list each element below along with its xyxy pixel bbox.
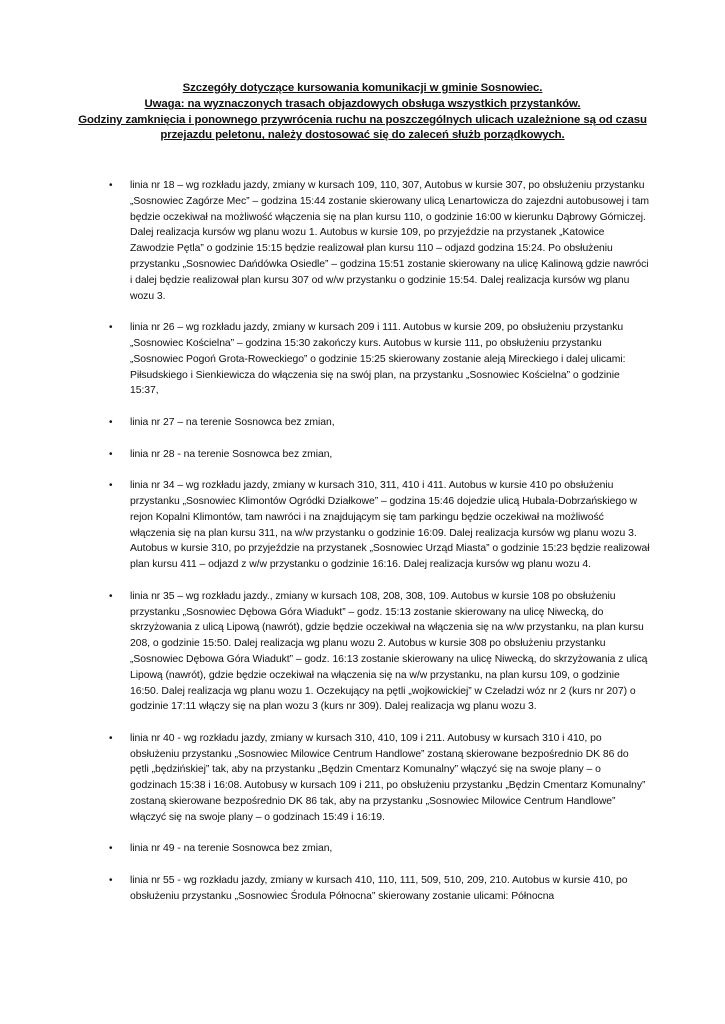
document-header bbox=[40, 81, 685, 144]
header-notice: Uwaga: na wyznaczonych trasach objazdowych obsługa wszystkich przystanków. bbox=[144, 97, 581, 110]
list-item-text: linia nr 28 - na terenie Sosnowca bez zmian, bbox=[130, 448, 333, 460]
list-item-text: linia nr 49 - na terenie Sosnowca bez zmian, bbox=[130, 843, 333, 855]
bus-line-list bbox=[0, 178, 725, 920]
list-item-line-28 bbox=[109, 447, 650, 463]
list-item-line-26 bbox=[109, 320, 650, 399]
bullet-icon: • bbox=[109, 590, 113, 602]
bullet-icon: • bbox=[109, 875, 113, 887]
list-item-line-55 bbox=[109, 873, 650, 905]
bullet-icon: • bbox=[109, 448, 113, 460]
header-detail-line-2: przejazdu peletonu, należy dostosować się do zaleceń służb porządkowych. bbox=[160, 129, 565, 142]
bullet-icon: • bbox=[109, 322, 113, 334]
list-item-line-49 bbox=[109, 841, 650, 857]
bullet-icon: • bbox=[109, 480, 113, 492]
bullet-icon: • bbox=[109, 180, 113, 191]
bullet-icon: • bbox=[109, 732, 113, 744]
list-item-line-27 bbox=[109, 415, 650, 431]
list-item-line-18 bbox=[109, 178, 650, 304]
list-item-text: linia nr 55 - wg rozkładu jazdy, zmiany w kursach 410, 110, 111, 509, 510, 209, 210. Autobus w kursie 410, po obsłużeniu przystanku „Sosnowiec Środula Północna” skierowany zostanie ulicami: Północna bbox=[130, 875, 628, 902]
list-item-text: linia nr 18 – wg rozkładu jazdy, zmiany w kursach 109, 110, 307, Autobus w kursie 307, po obsłużeniu przystanku „Sosnowiec Zagórze Mec” – godzina 15:44 zostanie skierowany ulicą Lenartowicza do zajezdni autobusowej i tam będzie oczekiwał na możliwość włączenia się na plan kursu 110, o godzinie 16:00 w kierunku Dąbrowy Górniczej. Dalej realizacja kursów wg planu wozu 1. Autobus w kursie 109, po przyjeździe na przystanek „Katowice Zawodzie Pętla” o godzinie 15:15 będzie realizował plan kursu 110 – odjazd godzina 15:24. Po obsłużeniu przystanku „Sosnowiec Dańdówka Osiedle” – godzina 15:51 zostanie skierowany na ulicę Kalinową gdzie nawróci i dalej będzie realizował plan kursu 307 od w/w przystanku o godzinie 15:54. Dalej realizacja kursów wg planu wozu 3. bbox=[130, 180, 650, 302]
list-item-text: linia nr 27 – na terenie Sosnowca bez zmian, bbox=[130, 416, 335, 428]
list-item-line-40 bbox=[109, 731, 650, 826]
list-item-text: linia nr 40 - wg rozkładu jazdy, zmiany w kursach 310, 410, 109 i 211. Autobusy w kursach 310 i 410, po obsłużeniu przystanku „Sosnowiec Milowice Centrum Handlowe” zostaną skierowane bezpośrednio DK 86 do pętli „będzińskiej” tak, aby na przystanku „Będzin Cmentarz Komunalny” włączyć się na swoje plany – o godzinach 15:38 i 16:08. Autobusy w kursach 109 i 211, po obsłużeniu przystanku „Będzin Cmentarz Komunalny” zostaną skierowane bezpośrednio DK 86 tak, aby na przystanku „Sosnowiec Milowice Centrum Handlowe” włączyć się na swoje plany – o godzinach 15:49 i 16:19. bbox=[130, 732, 646, 823]
bullet-icon: • bbox=[109, 416, 113, 428]
list-item-text: linia nr 26 – wg rozkładu jazdy, zmiany w kursach 209 i 111. Autobus w kursie 209, po obsłużeniu przystanku „Sosnowiec Kościelna” – godzina 15:30 zakończy kurs. Autobus w kursie 111, po obsłużeniu przystanku „Sosnowiec Pogoń Grota-Roweckiego” o godzinie 15:25 skierowany zostanie aleją Mireckiego i dalej ulicami: Piłsudskiego i Sienkiewicza do włączenia się na swój plan, na przystanku „Sosnowiec Kościelna” o godzinie 15:37, bbox=[130, 322, 626, 397]
list-item-text: linia nr 35 – wg rozkładu jazdy., zmiany w kursach 108, 208, 308, 109. Autobus w kursie 108 po obsłużeniu przystanku „Sosnowiec Dębowa Góra Wiadukt” – godz. 15:13 zostanie skierowany na ulicę Niwecką, do skrzyżowania z ulicą Lipową (nawrót), gdzie będzie oczekiwał na włączenia się na w/w przystanku, na plan kursu 208, o godzinie 15:50. Dalej realizacja wg planu wozu 2. Autobus w kursie 308 po obsłużeniu przystanku „Sosnowiec Dębowa Góra Wiadukt” – godz. 16:13 zostanie skierowany na ulicę Niwecką, do skrzyżowania z ulicą Lipową (nawrót), gdzie będzie oczekiwał na włączenia się na w/w przystanku, na plan kursu 109, o godzinie 16:50. Dalej realizacja wg planu wozu 1. Oczekujący na pętli „wojkowickiej” w Czeladzi wóz nr 2 (kurs nr 207) o godzinie 17:11 włączy się na plan wozu 3 (kurs nr 309). Dalej realizacja wg planu wozu 3. bbox=[130, 590, 648, 713]
bullet-icon: • bbox=[109, 843, 113, 855]
header-title: Szczegóły dotyczące kursowania komunikacji w gminie Sosnowiec. bbox=[182, 82, 543, 94]
list-item-text: linia nr 34 – wg rozkładu jazdy, zmiany w kursach 310, 311, 410 i 411. Autobus w kursie 410 po obsłużeniu przystanku „Sosnowiec Klimontów Ogródki Działkowe” – godzina 15:46 dojedzie ulicą Hubala-Dobrzańskiego w rejon Kopalni Klimontów, tam nawróci i na znajdującym się tam parkingu będzie oczekiwał na możliwość włączenia się na plan kursu 311, na w/w przystanku o godzinie 16:09. Dalej realizacja kursów wg planu wozu 3. Autobus w kursie 310, po przyjeździe na przystanek „Sosnowiec Urząd Miasta” o godzinie 15:23 będzie realizował plan kursu 411 – odjazd z w/w przystanku o godzinie 16:16. Dalej realizacja kursów wg planu wozu 4. bbox=[130, 480, 650, 571]
list-item-line-35 bbox=[109, 589, 650, 715]
header-detail-line-1: Godziny zamknięcia i ponownego przywrócenia ruchu na poszczególnych ulicach uzależnione są od czasu bbox=[78, 113, 647, 126]
list-item-line-34 bbox=[109, 478, 650, 573]
